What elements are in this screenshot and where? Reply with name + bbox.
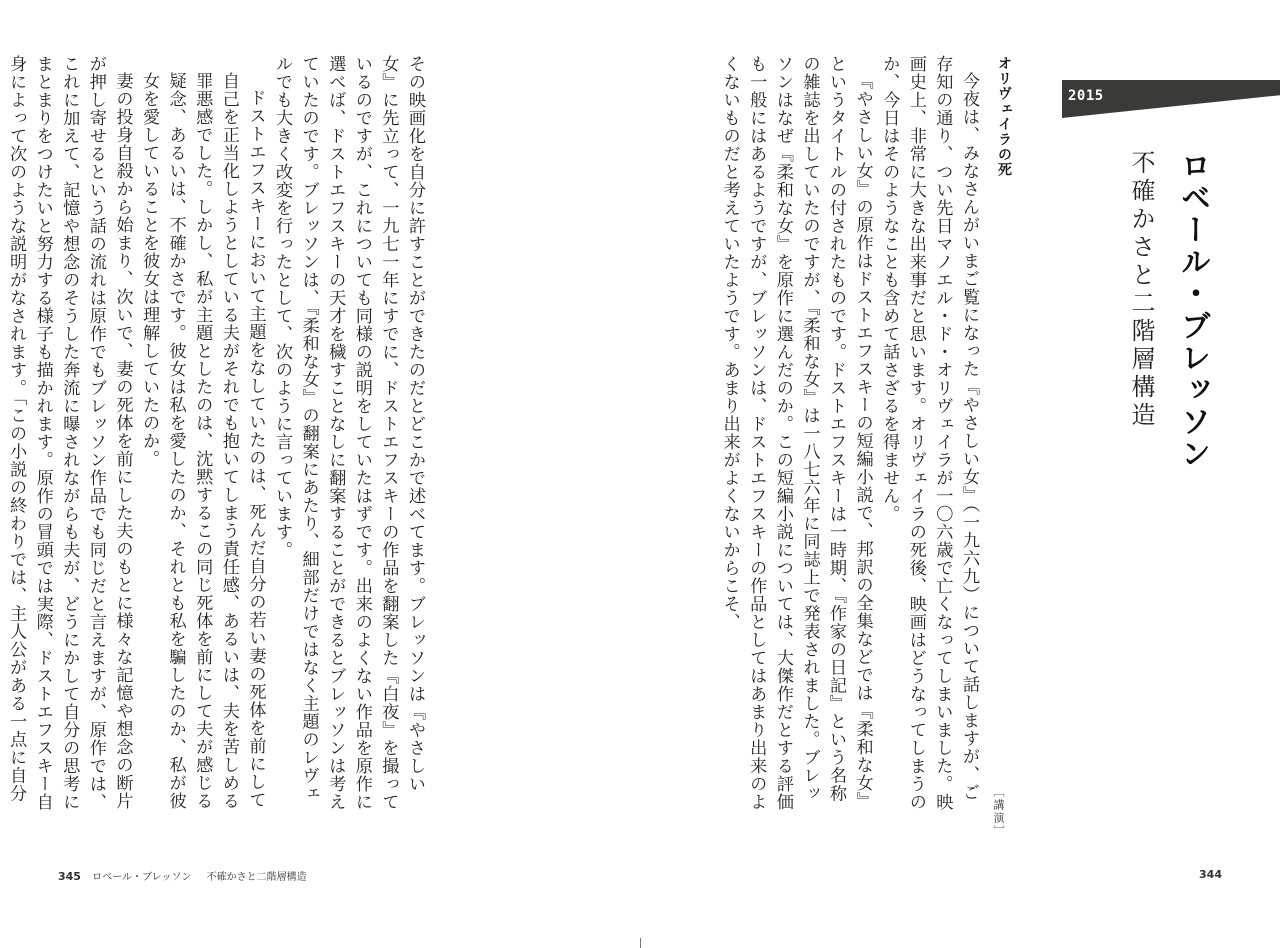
left-paragraph-2: ドストエフスキーにおいて主題をなしていたのは、死んだ自分の若い妻の死体を前にして自己を正当化しようとしている夫がそれでも抱いてしまう責任感、あるいは、夫を苦しめる罪悪感でした。しかし、私が主題としたのは、沈黙するこの同じ死体を前にして夫が感じる疑念、あるいは、不確かさです。彼女は私を愛したのか、それとも私を騙したのか、私が彼女を愛していることを彼女は理解していたのか。 [139,72,266,811]
left-page-number: 345 [58,870,81,883]
running-head-author: ロベール・ブレッソン [92,872,192,883]
year-label: 2015 [1068,88,1104,104]
left-paragraph-1: その映画化を自分に許すことができたのだとどこかで述べてます。ブレッソンは『やさしい女』に先立って、一九七一年にすでに、ドストエフスキーの作品を翻案した『白夜』を撮っているのですが、これについても同様の説明をしていたはずです。出来のよくない作品を原作に選べば、ドストエフスキーの天才を穢すことなしに翻案することができるとブレッソンは考えていたのです。ブレッソンは、『柔和な女』の翻案にあたり、細部だけではなく主題のレヴェルでも大きく改変を行ったとして、次のように言っています。 [272,55,425,811]
running-head-title: 不確かさと二階層構造 [206,872,307,883]
right-page-number: 344 [1199,868,1222,881]
left-page-footer [58,868,307,883]
chapter-subtitle: 不確かさと二階層構造 [1127,150,1155,430]
gutter-mark [640,938,641,948]
left-page-body [6,55,428,815]
genre-tag: ［講演］ [992,786,1005,838]
chapter-title: ロベール・ブレッソン [1175,150,1210,470]
right-paragraph-1: 今夜は、みなさんがいまご覧になった『やさしい女』（一九六九）について話しますが、ご存知の通り、つい先日マノエル・ド・オリヴェイラが一〇六歳で亡くなってしまいました。映画史上、非常に大きな出来事だと思います。オリヴェイラの死後、映画はどうなってしまうのか、今日はそのようなことも含めて話さざるを得ません。 [879,55,979,811]
right-page-body [719,55,982,815]
right-paragraph-2: 『やさしい女』の原作はドストエフスキーの短編小説で、邦訳の全集などでは『柔和な女』というタイトルの付されたものです。ドストエフスキーは一時期、『作家の日記』という名称の雑誌を出していたのですが、『柔和な女』は一八七六年に同誌上で発表されました。ブレッソンはなぜ『柔和な女』を原作に選んだのか。この短編小説については、大傑作だとする評価も一般にはあるようですが、ブレッソンは、ドストエフスキーの作品としてはあまり出来のよくないものだと考えていたようです。あまり出来がよくないからこそ、 [719,55,873,811]
section-heading: オリヴェイラの死 [996,56,1012,178]
left-paragraph-3: 妻の投身自殺から始まり、次いで、妻の死体を前にした夫のもとに様々な記憶や想念の断片が押し寄せるという話の流れは原作でもブレッソン作品でも同じだと言えますが、原作では、これに加えて、記憶や想念のそうした奔流に曝されながらも夫が、どうにかして自分の思考にまとまりをつけたいと努力する様子も描かれます。原作の冒頭では実際、ドストエフスキー自身によって次のような説明がなされます。「この小説の終わりでは、主人公がある一点に自分 [6,55,133,811]
